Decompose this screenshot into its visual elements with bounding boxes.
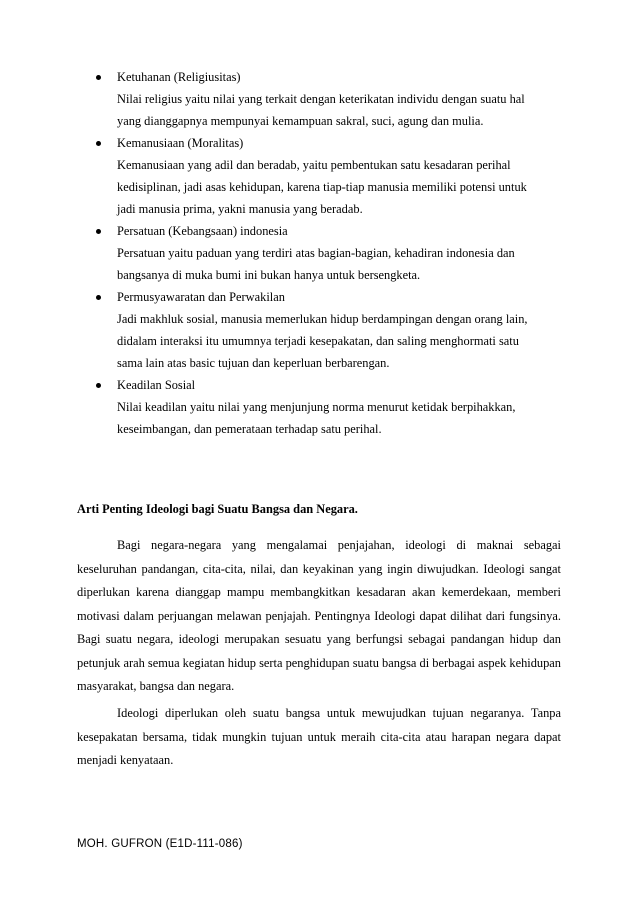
body-paragraph: Ideologi diperlukan oleh suatu bangsa untuk mewujudkan tujuan negaranya. Tanpa kesepakatan bersama, tidak mungkin tujuan untuk meraih cita-cita atau harapan negara dapat menjadi kenyataan. (77, 706, 561, 767)
bullet-text-line: Nilai religius yaitu nilai yang terkait dengan keterikatan individu dengan suatu hal (117, 92, 525, 106)
section-heading: Arti Penting Ideologi bagi Suatu Bangsa dan Negara. (77, 502, 358, 516)
bullet-item-persatuan (0, 220, 638, 286)
bullet-text-line: Nilai keadilan yaitu nilai yang menjunjung norma menurut ketidak berpihakkan, (117, 400, 516, 414)
body-paragraph: Bagi negara-negara yang mengalamai penjajahan, ideologi di maknai sebagai keseluruhan pandangan, cita-cita, nilai, dan keyakinan yang ingin diwujudkan. Ideologi sangat diperlukan karena dianggap mampu membangkitkan kesadaran akan kemerdekaan, memberi motivasi dalam perjuangan melawan penjajah. Pentingnya Ideologi dapat dilihat dari fungsinya. Bagi suatu negara, ideologi merupakan sesuatu yang berfungsi sebagai pandangan hidup dan petunjuk arah semua kegiatan hidup serta penghidupan suatu bangsa di berbagai aspek kehidupan masyarakat, bangsa dan negara. (77, 538, 561, 693)
bullet-text-line: Kemanusiaan yang adil dan beradab, yaitu pembentukan satu kesadaran perihal (117, 158, 511, 172)
footer-author: MOH. GUFRON (E1D-111-086) (77, 838, 243, 850)
bullet-title: Persatuan (Kebangsaan) indonesia (117, 224, 288, 238)
bullet-icon (96, 229, 101, 234)
bullet-title: Permusyawaratan dan Perwakilan (117, 290, 285, 304)
bullet-text-line: sama lain atas basic tujuan dan keperluan berbarengan. (117, 356, 390, 370)
bullet-item-kemanusiaan (0, 132, 638, 220)
bullet-icon (96, 295, 101, 300)
bullet-text-line: didalam interaksi itu umumnya terjadi kesepakatan, dan saling menghormati satu (117, 334, 519, 348)
bullet-text-line: Persatuan yaitu paduan yang terdiri atas bagian-bagian, kehadiran indonesia dan (117, 246, 515, 260)
bullet-item-permusyawaratan (0, 286, 638, 374)
pancasila-values-list (0, 66, 638, 440)
bullet-text-line: keseimbangan, dan pemerataan terhadap satu perihal. (117, 422, 382, 436)
bullet-icon (96, 141, 101, 146)
bullet-icon (96, 75, 101, 80)
bullet-text-line: Jadi makhluk sosial, manusia memerlukan hidup berdampingan dengan orang lain, (117, 312, 528, 326)
bullet-text-line: kedisiplinan, jadi asas kehidupan, karena tiap-tiap manusia memiliki potensi untuk (117, 180, 527, 194)
bullet-item-keadilan (0, 374, 638, 440)
bullet-text-line: bangsanya di muka bumi ini bukan hanya untuk bersengketa. (117, 268, 421, 282)
bullet-text-line: yang dianggapnya mempunyai kemampuan sakral, suci, agung dan mulia. (117, 114, 484, 128)
bullet-text-line: jadi manusia prima, yakni manusia yang beradab. (117, 202, 363, 216)
bullet-item-ketuhanan (0, 66, 638, 132)
bullet-title: Ketuhanan (Religiusitas) (117, 70, 241, 84)
bullet-title: Kemanusiaan (Moralitas) (117, 136, 244, 150)
bullet-icon (96, 383, 101, 388)
bullet-title: Keadilan Sosial (117, 378, 196, 392)
